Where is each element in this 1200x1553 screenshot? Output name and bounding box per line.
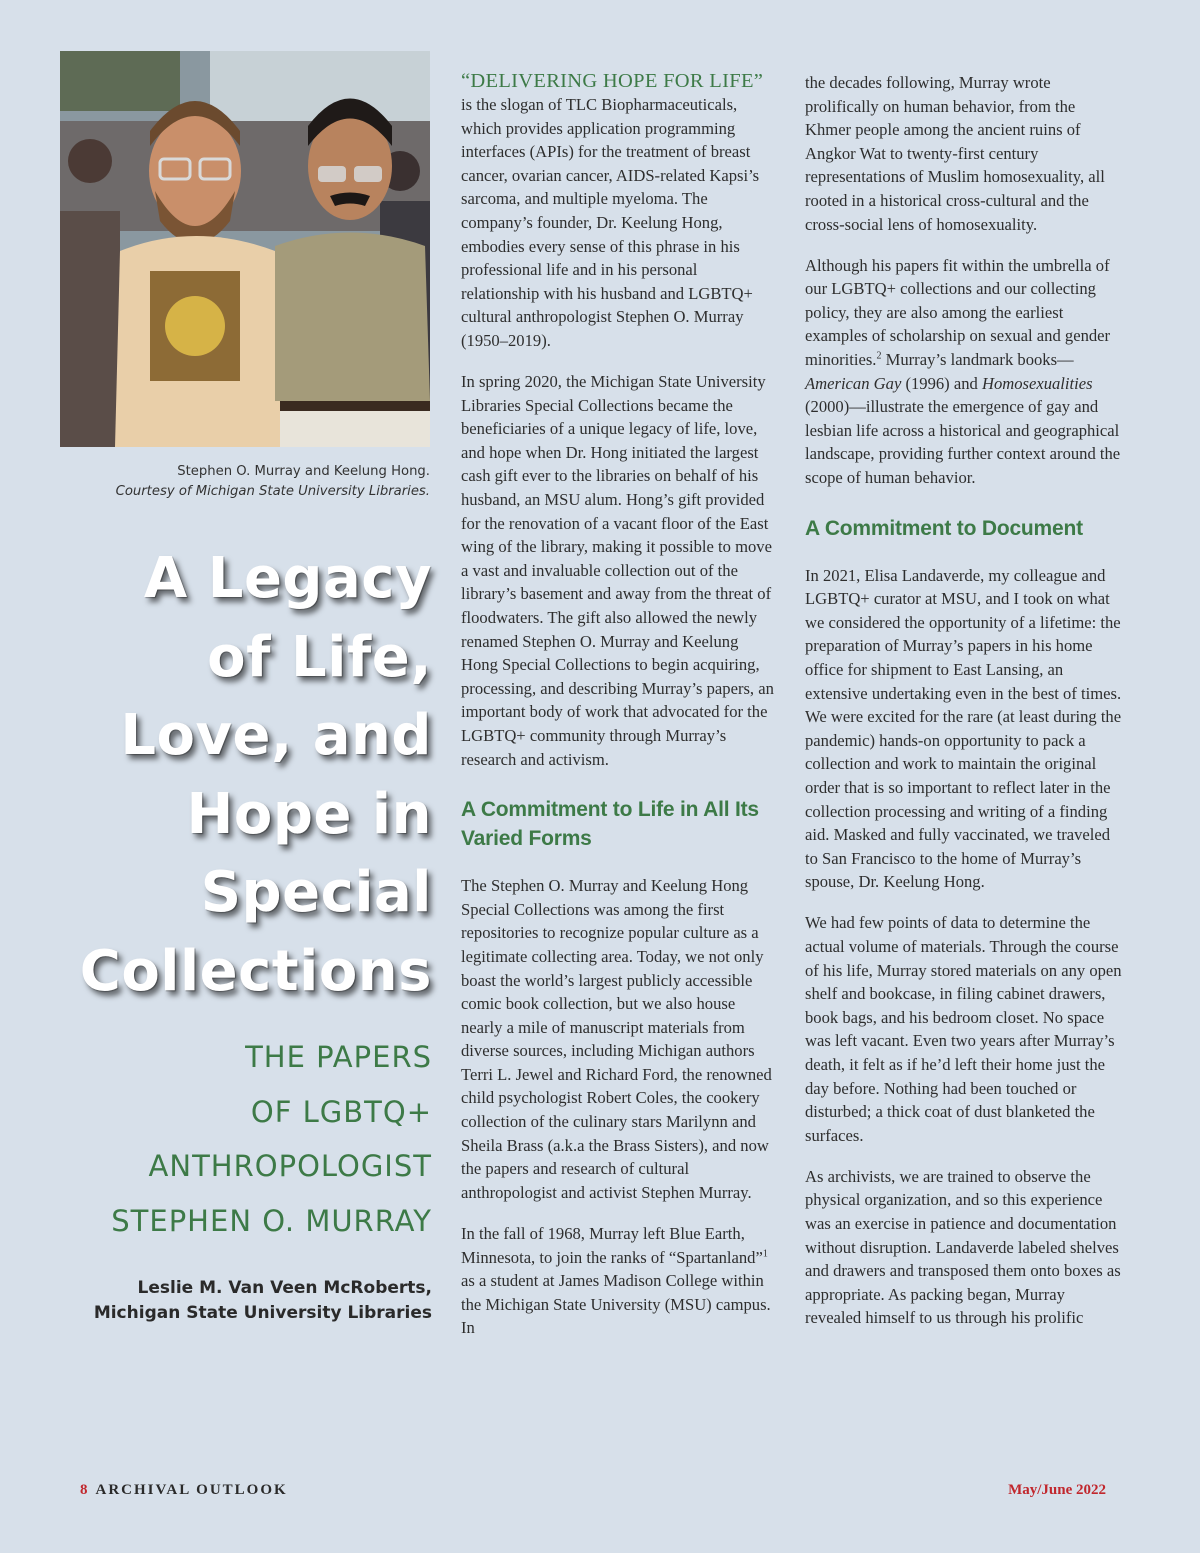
subtitle-line: ANTHROPOLOGIST (148, 1149, 432, 1183)
footnote-ref[interactable]: 1 (762, 1248, 768, 1259)
title-line: Hope in (186, 781, 432, 847)
footer-issue: May/June 2022 (1008, 1482, 1106, 1498)
paragraph-text: Although his papers fit within the umbrella of our LGBTQ+ collections and our collecting policy, they are also among the earliest examples of scholarship on sexual and gender minorities. (805, 255, 1111, 370)
paragraph: The Stephen O. Murray and Keelung Hong Special Collections was among the first repositories to recognize popular culture as a legitimate collecting area. Today, we not only boast the world’s largest publicly accessible comic book collection, but we also house nearly a mile of manuscript materials from diverse sources, including Michigan authors Terri L. Jewel and Richard Ford, the renowned child psychologist Robert Coles, the cookery collection of the culinary stars Marilynn and Sheila Brass (a.k.a the Brass Sisters), and now the papers and research of cultural anthropologist and activist Stephen Murray. (461, 876, 772, 1202)
paragraph: We had few points of data to determine the actual volume of materials. Through the course of his life, Murray stored materials on any open shelf and bookcase, in filing cabinet drawers, book bags, and his bedroom closet. No space was left vacant. Even two years after Murray’s death, it felt as if he’d left their home just the day before. Nothing had been touched or disturbed; a thick coat of dust blanketed the surfaces. (805, 913, 1122, 1145)
paragraph (805, 254, 1123, 490)
caption-text: Stephen O. Murray and Keelung Hong. (177, 464, 430, 479)
subtitle-line: THE PAPERS (245, 1040, 432, 1074)
paragraph (461, 69, 779, 353)
book-title: Homosexualities (981, 373, 1093, 393)
paragraph: In spring 2020, the Michigan State University Libraries Special Collections became the beneficiaries of a unique legacy of life, love, and hope when Dr. Hong initiated the largest cash gift ever to the libraries on behalf of his husband, an MSU alum. Hong’s gift provided for the renovation of a vacant floor of the East wing of the library, making it possible to move a vast and invaluable collection out of the library’s basement and away from the threat of floodwaters. The gift also allowed the newly renamed Stephen O. Murray and Keelung Hong Special Collections to begin acquiring, processing, and describing Murray’s papers, an important body of work that advocated for the LGBTQ+ community through Murray’s research and activism. (461, 372, 774, 769)
paragraph-text: (2000)—illustrate the emergence of gay and lesbian life across a historical and geographical landscape, providing further context around the scope of human behavior. (805, 397, 1121, 487)
text-column-middle (461, 69, 779, 1357)
paragraph: the decades following, Murray wrote prolifically on human behavior, from the Khmer people among the ancient ruins of Angkor Wat to twenty-first century representations of Muslim homosexuality, all rooted in a historical cross-cultural and the cross-social lens of homosexuality. (805, 73, 1105, 234)
title-line: Collections (79, 938, 432, 1004)
photo-credit: Courtesy of Michigan State University Libraries. (115, 484, 430, 499)
article-subtitle (20, 1030, 432, 1248)
paragraph: As archivists, we are trained to observe the physical organization, and so this experience was an exercise in patience and documentation without disruption. Landaverde labeled shelves and drawers and transposed them onto boxes as appropriate. As packing began, Murray revealed himself to us through his prolific (805, 1166, 1121, 1328)
title-line: Special (200, 860, 432, 925)
kicker: “DELIVERING HOPE FOR LIFE” (461, 70, 764, 92)
subtitle-line: STEPHEN O. MURRAY (111, 1203, 432, 1238)
photo-image (60, 51, 430, 447)
author-byline (20, 1276, 432, 1326)
section-heading: A Commitment to Life in All Its Varied Forms (461, 798, 759, 851)
section-heading: A Commitment to Document (805, 516, 1083, 540)
paragraph (461, 1222, 779, 1340)
paragraph-text: Murray’s landmark books— (881, 350, 1074, 370)
footer-publication (80, 1482, 288, 1499)
author-name: Leslie M. Van Veen McRoberts, (137, 1278, 432, 1298)
book-title: American Gay (805, 373, 902, 393)
publication-name: ARCHIVAL OUTLOOK (95, 1482, 288, 1498)
subtitle-line: OF LGBTQ+ (250, 1094, 432, 1129)
author-affiliation: Michigan State University Libraries (93, 1303, 432, 1323)
paragraph-text: as a student at James Madison College within the Michigan State University (MSU) campus. In (461, 1271, 771, 1338)
article-photo (60, 51, 430, 447)
paragraph-text: is the slogan of TLC Biopharmaceuticals, which provides application programming interfaces (APIs) for the treatment of breast cancer, ovarian cancer, AIDS-related Kapsi’s sarcoma, and multiple myeloma. The company’s founder, Dr. Keelung Hong, embodies every sense of this phrase in his professional life and in his personal relationship with his husband and LGBTQ+ cultural anthropologist Stephen O. Murray (1950–2019). (461, 95, 760, 350)
paragraph-text: In the fall of 1968, Murray left Blue Earth, Minnesota, to join the ranks of “Spartanland” (461, 1223, 763, 1267)
paragraph-text: (1996) and (901, 373, 982, 393)
title-line: of Life, (207, 624, 432, 690)
article-title (20, 540, 432, 1011)
footnote-ref[interactable]: 2 (876, 350, 882, 362)
text-column-right (805, 71, 1123, 1348)
paragraph: In 2021, Elisa Landaverde, my colleague and LGBTQ+ curator at MSU, and I took on what we considered the opportunity of a lifetime: the preparation of Murray’s papers in his home office for shipment to East Lansing, an extensive undertaking even in the best of times. We were excited for the rare (at least during the pandemic) hands-on opportunity to pack a collection and work to maintain the original order that is so important to reflect later in the collection processing and writing of a finding aid. Masked and fully vaccinated, we traveled to San Francisco to the home of Murray’s spouse, Dr. Keelung Hong. (805, 565, 1122, 892)
page-number: 8 (80, 1482, 88, 1498)
title-line: A Legacy (143, 546, 432, 611)
title-line: Love, and (120, 703, 432, 768)
photo-caption (60, 462, 430, 502)
